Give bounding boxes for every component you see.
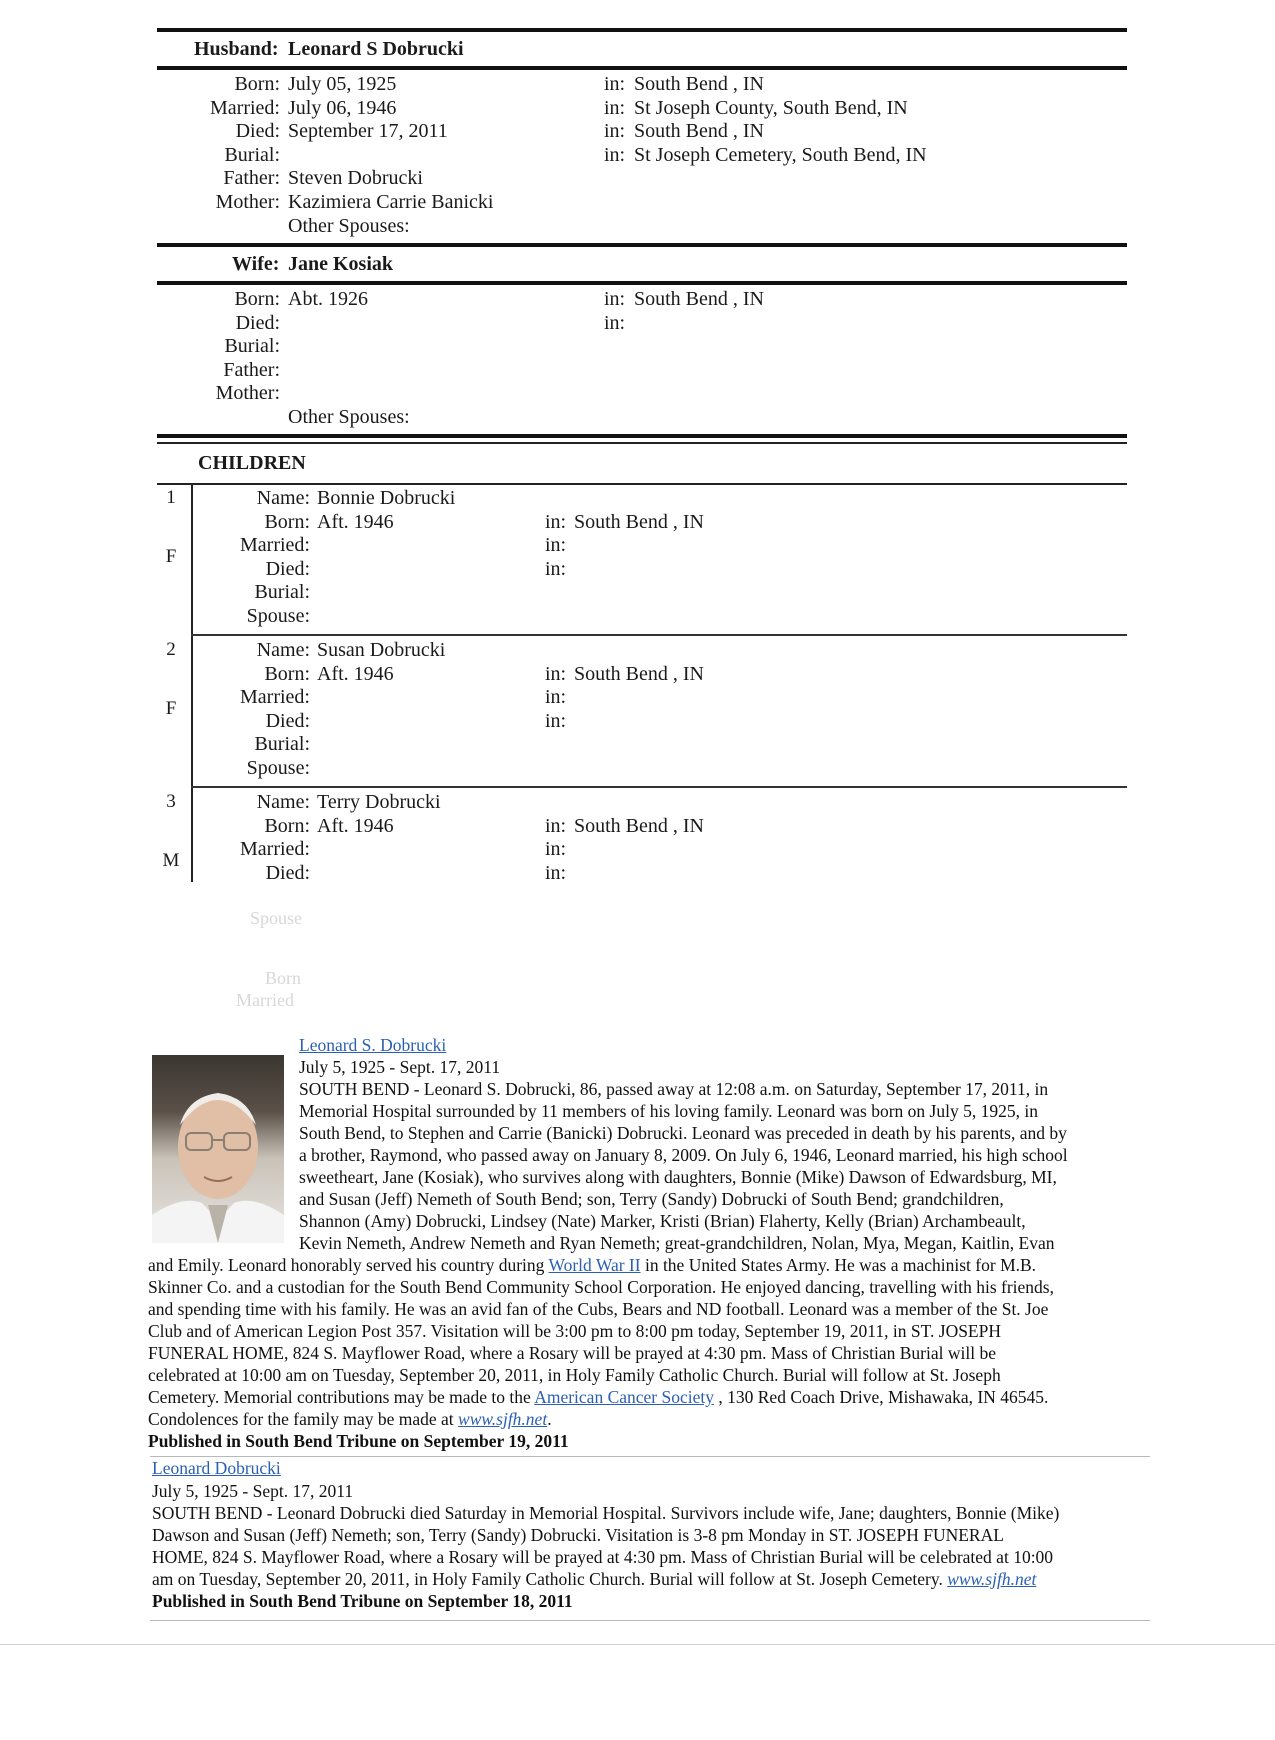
husband-fact-in: in: <box>604 120 626 142</box>
american-cancer-society-link[interactable]: American Cancer Society <box>534 1387 714 1407</box>
child-separator-rule <box>191 634 1127 636</box>
obit1-dates: July 5, 1925 - Sept. 17, 2011 <box>299 1057 501 1077</box>
obit1-text-line: and Susan (Jeff) Nemeth of South Bend; son, Terry (Sandy) Dobrucki of South Bend; grandchildren, <box>299 1189 1004 1209</box>
obit1-text-line: a brother, Raymond, who passed away on January 8, 2009. On July 6, 1946, Leonard married, his high school <box>299 1145 1068 1165</box>
obit2-last-line: am on Tuesday, September 20, 2011, in Holy Family Catholic Church. Burial will follow at St. Joseph Cemetery. www.sjfh.net <box>152 1569 1037 1589</box>
child-fact-value: Susan Dobrucki <box>317 639 446 661</box>
child-fact-place: South Bend , IN <box>574 814 704 837</box>
husband-rule <box>157 66 1127 70</box>
child-fact-label: Married: <box>240 534 310 556</box>
separator-line <box>150 1456 1150 1457</box>
obit1-text-line: FUNERAL HOME, 824 S. Mayflower Road, where a Rosary will be prayed at 4:30 pm. Mass of Christian Burial will be <box>148 1343 996 1363</box>
children-header-rule <box>157 483 1127 485</box>
faded-scan-text: Married <box>236 990 294 1010</box>
children-top-rule <box>157 434 1127 438</box>
obit1-line-acs: Cemetery. Memorial contributions may be made to the American Cancer Society , 130 Red Coach Drive, Mishawaka, IN 46545. <box>148 1387 1049 1407</box>
husband-fact-value: Kazimiera Carrie Banicki <box>288 190 494 213</box>
child-fact-label: Died: <box>265 557 310 580</box>
child-number: 1 <box>166 487 176 508</box>
wife-fact-in: in: <box>604 311 626 334</box>
husband-fact-label: Died: <box>235 120 280 142</box>
husband-fact-value: September 17, 2011 <box>288 120 448 142</box>
obit1-text-line: Kevin Nemeth, Andrew Nemeth and Ryan Nemeth; great-grandchildren, Nolan, Mya, Megan, Kaitlin, Evan <box>299 1233 1055 1253</box>
sjfh-link-2[interactable]: www.sjfh.net <box>947 1569 1037 1589</box>
child-sex: M <box>162 850 180 871</box>
portrait-image <box>152 1055 284 1243</box>
wife-top-rule <box>157 243 1127 247</box>
obit2-dates: July 5, 1925 - Sept. 17, 2011 <box>152 1481 354 1501</box>
child-fact-in: in: <box>545 662 567 685</box>
child-sex: F <box>165 698 177 719</box>
husband-fact-value: Steven Dobrucki <box>288 167 423 189</box>
child-fact-in: in: <box>545 510 567 533</box>
child-fact-label: Born: <box>264 662 310 685</box>
child-fact-label: Name: <box>256 639 310 661</box>
wife-fact-label: Burial: <box>224 335 280 357</box>
wife-fact-in: in: <box>604 288 626 310</box>
husband-fact-label: Married: <box>210 96 280 119</box>
child-fact-value: Aft. 1946 <box>317 814 394 837</box>
child-fact-value: Terry Dobrucki <box>317 791 441 813</box>
child-fact-value: Aft. 1946 <box>317 510 394 533</box>
obit1-line-condolences: Condolences for the family may be made at www.sjfh.net. <box>148 1409 552 1429</box>
child-fact-value: Aft. 1946 <box>317 662 394 685</box>
husband-fact-in: in: <box>604 73 626 95</box>
obit1-text-line: Skinner Co. and a custodian for the South Bend Community School Corporation. He enjoyed dancing, travelling with his friends, <box>148 1277 1054 1297</box>
child-fact-label: Married: <box>240 686 310 708</box>
child-fact-in: in: <box>545 686 567 708</box>
obit2-published: Published in South Bend Tribune on September 18, 2011 <box>152 1591 573 1611</box>
child-fact-place: South Bend , IN <box>574 510 704 533</box>
obit2-name-link[interactable]: Leonard Dobrucki <box>152 1458 281 1478</box>
obit2-text-line: SOUTH BEND - Leonard Dobrucki died Saturday in Memorial Hospital. Survivors include wife, Jane; daughters, Bonnie (Mike) <box>152 1503 1060 1523</box>
husband-other-spouses: Other Spouses: <box>288 215 410 237</box>
child-fact-label: Died: <box>265 709 310 732</box>
child-fact-label: Burial: <box>254 581 310 603</box>
faded-scan-text: Spouse <box>250 908 303 928</box>
child-fact-in: in: <box>545 557 567 580</box>
obit1-text-line: celebrated at 10:00 am on Tuesday, September 20, 2011, in Holy Family Catholic Church. Burial will follow at St. Joseph <box>148 1365 1001 1385</box>
wife-fact-label: Father: <box>223 358 280 381</box>
child-fact-label: Spouse: <box>246 756 310 779</box>
child-fact-value: Bonnie Dobrucki <box>317 487 456 509</box>
scan-edge-line <box>0 1644 1275 1645</box>
obit1-text-line: Memorial Hospital surrounded by 11 members of his loving family. Leonard was born on July 5, 1925, in <box>299 1101 1038 1121</box>
child-fact-in: in: <box>545 814 567 837</box>
obit1-text-line: SOUTH BEND - Leonard S. Dobrucki, 86, passed away at 12:08 a.m. on Saturday, September 17, 2011, in <box>299 1079 1049 1099</box>
obit1-text-line: South Bend, to Stephen and Carrie (Banicki) Dobrucki. Leonard was preceded in death by his parents, and by <box>299 1123 1067 1143</box>
husband-fact-label: Mother: <box>215 190 280 213</box>
obit1-text-line: and spending time with his family. He was an avid fan of the Cubs, Bears and ND football. Leonard was a member of the St. Joe <box>148 1299 1049 1319</box>
child-number: 2 <box>166 639 176 660</box>
wife-fact-value: Abt. 1926 <box>288 288 368 310</box>
bottom-separator-line <box>150 1620 1150 1621</box>
child-fact-label: Name: <box>256 791 310 813</box>
wife-fact-label: Born: <box>234 288 280 310</box>
child-fact-label: Born: <box>264 510 310 533</box>
husband-fact-label: Born: <box>234 73 280 95</box>
husband-fact-place: South Bend , IN <box>634 120 764 142</box>
world-war-ii-link[interactable]: World War II <box>548 1255 641 1275</box>
wife-other-spouses: Other Spouses: <box>288 406 410 428</box>
child-fact-label: Born: <box>264 814 310 837</box>
obit1-text-line: Club and of American Legion Post 357. Visitation will be 3:00 pm to 8:00 pm today, September 19, 2011, in ST. JOSEPH <box>148 1321 1001 1341</box>
child-fact-label: Name: <box>256 487 310 509</box>
sjfh-link[interactable]: www.sjfh.net <box>458 1409 548 1429</box>
wife-fact-label: Mother: <box>215 382 280 404</box>
child-sex: F <box>165 546 177 567</box>
obit1-name-link[interactable]: Leonard S. Dobrucki <box>299 1035 447 1055</box>
obit2-text-line: Dawson and Susan (Jeff) Nemeth; son, Terry (Sandy) Dobrucki. Visitation is 3-8 pm Monday in ST. JOSEPH FUNERAL <box>152 1525 1004 1545</box>
child-fact-place: South Bend , IN <box>574 662 704 685</box>
child-fact-in: in: <box>545 709 567 732</box>
obit1-published: Published in South Bend Tribune on September 19, 2011 <box>148 1431 569 1451</box>
obit1-text-line: sweetheart, Jane (Kosiak), who survives along with daughters, Bonnie (Mike) Dawson of Edwardsburg, MI, <box>299 1167 1057 1187</box>
husband-fact-value: July 05, 1925 <box>288 73 397 95</box>
child-number: 3 <box>166 791 176 812</box>
obit2-text-line: HOME, 824 S. Mayflower Road, where a Rosary will be prayed at 4:30 pm. Mass of Christian Burial will be celebrated at 10:00 <box>152 1547 1054 1567</box>
husband-heading-label: Husband: <box>194 38 279 60</box>
children-heading: CHILDREN <box>198 452 306 474</box>
husband-fact-label: Father: <box>223 167 280 189</box>
child-fact-label: Married: <box>240 838 310 860</box>
husband-fact-in: in: <box>604 96 626 119</box>
husband-fact-place: South Bend , IN <box>634 73 764 95</box>
faded-scan-text: Born <box>265 968 301 988</box>
husband-fact-value: July 06, 1946 <box>288 96 397 119</box>
wife-heading-label: Wife: <box>232 253 280 275</box>
husband-fact-place: St Joseph County, South Bend, IN <box>634 96 908 119</box>
child-separator-rule <box>191 786 1127 788</box>
husband-fact-in: in: <box>604 143 626 166</box>
top-rule <box>157 28 1127 32</box>
child-fact-in: in: <box>545 838 567 860</box>
husband-fact-place: St Joseph Cemetery, South Bend, IN <box>634 143 927 166</box>
wife-fact-place: South Bend , IN <box>634 288 764 310</box>
wife-fact-label: Died: <box>235 311 280 334</box>
wife-heading-name: Jane Kosiak <box>288 253 394 275</box>
obit1-line-ww: and Emily. Leonard honorably served his country during World War II in the United States Army. He was a machinist for M.B. <box>148 1255 1037 1275</box>
husband-heading-name: Leonard S Dobrucki <box>288 38 464 60</box>
portrait-photo <box>152 1055 284 1243</box>
obit1-text-line: Shannon (Amy) Dobrucki, Lindsey (Nate) Marker, Kristi (Brian) Flaherty, Kelly (Brian) Archambeault, <box>299 1211 1026 1231</box>
child-fact-in: in: <box>545 534 567 556</box>
wife-rule <box>157 281 1127 285</box>
child-fact-label: Burial: <box>254 733 310 755</box>
children-top-rule-2 <box>157 442 1127 444</box>
child-fact-in: in: <box>545 861 567 884</box>
child-fact-label: Died: <box>265 861 310 884</box>
husband-fact-label: Burial: <box>224 143 280 166</box>
child-fact-label: Spouse: <box>246 604 310 627</box>
